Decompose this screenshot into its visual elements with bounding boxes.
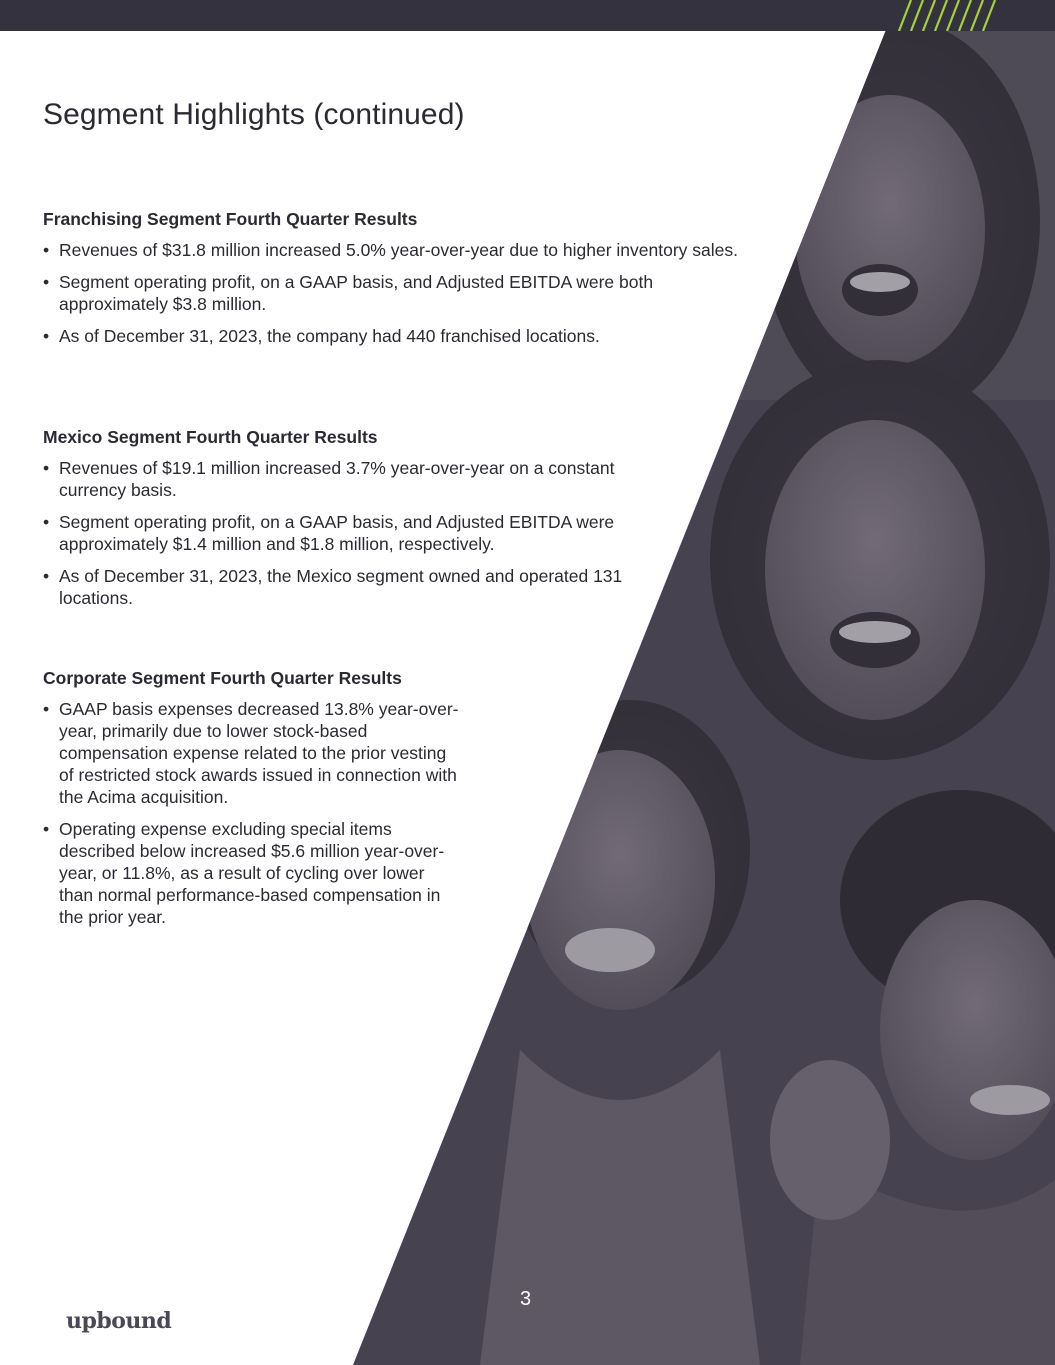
page-title: Segment Highlights (continued)	[43, 98, 465, 131]
bullet-item: • As of December 31, 2023, the company had 440 franchised locations.	[43, 325, 763, 347]
bullet-item: • Segment operating profit, on a GAAP basis, and Adjusted EBITDA were approximately $1.4 million and $1.8 million, respectively.	[43, 511, 623, 555]
franchising-section	[43, 209, 763, 357]
mexico-section	[43, 427, 623, 619]
bullet-item: • Segment operating profit, on a GAAP basis, and Adjusted EBITDA were both approximately $3.8 million.	[43, 271, 763, 315]
top-bar	[0, 0, 1055, 31]
page-number: 3	[520, 1288, 532, 1310]
section-heading: Franchising Segment Fourth Quarter Results	[43, 209, 418, 229]
section-heading: Mexico Segment Fourth Quarter Results	[43, 427, 378, 447]
bullet-item: • Revenues of $19.1 million increased 3.7% year-over-year on a constant currency basis.	[43, 457, 623, 501]
bullet-item: • As of December 31, 2023, the Mexico segment owned and operated 131 locations.	[43, 565, 623, 609]
bullet-item: • Revenues of $31.8 million increased 5.0% year-over-year due to higher inventory sales.	[43, 239, 763, 261]
bullet-list	[43, 457, 623, 609]
bullet-item: • GAAP basis expenses decreased 13.8% year-over-year, primarily due to lower stock-based compensation expense related to the prior vesting of restricted stock awards issued in connection with the Acima acquisition.	[43, 698, 463, 808]
bullet-list	[43, 239, 763, 347]
bullet-item: • Operating expense excluding special items described below increased $5.6 million year-over-year, or 11.8%, as a result of cycling over lower than normal performance-based compensation in the prior year.	[43, 818, 463, 928]
corporate-section	[43, 668, 463, 938]
section-heading: Corporate Segment Fourth Quarter Results	[43, 668, 402, 688]
accent-stripes	[895, 0, 1005, 31]
bullet-list	[43, 698, 463, 928]
upbound-logo: upbound	[66, 1308, 172, 1334]
